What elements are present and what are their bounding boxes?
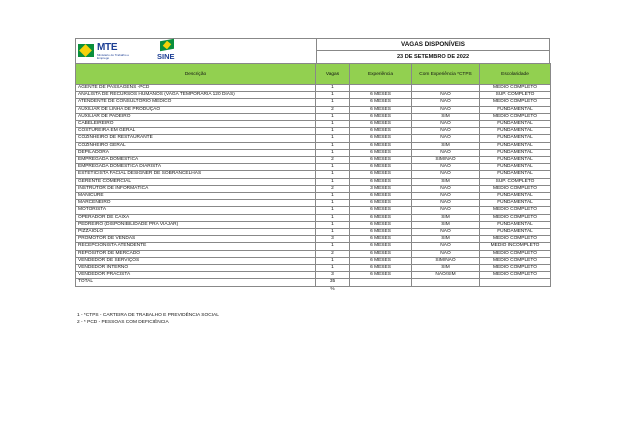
footnote-pcd: 2 - * PCD - PESSOAS COM DEFICIÊNCIA (77, 320, 169, 325)
cell-description: MANICURE (76, 193, 316, 200)
cell-vacancies: 1 (316, 243, 350, 250)
cell-description: EMPREGADA DOMÉSTICA (76, 157, 316, 164)
cell-education: MÉDIO COMPLETO (480, 236, 551, 243)
cell-description: GERENTE COMERCIAL (76, 178, 316, 185)
blank-cell (480, 286, 551, 293)
total-empty-cell (480, 279, 551, 286)
cell-education: MÉDIO COMPLETO (480, 214, 551, 221)
table-row (76, 157, 551, 164)
cell-description: AUXILIAR DE PADEIRO (76, 113, 316, 120)
cell-experience: 6 MESES (350, 149, 412, 156)
cell-description: OPERADOR DE CAIXA (76, 214, 316, 221)
table-row (76, 200, 551, 207)
logo-area (76, 39, 317, 63)
table-row (76, 113, 551, 120)
cell-description: PROMOTOR DE VENDAS (76, 236, 316, 243)
sine-logo-text: SINE (157, 52, 175, 61)
cell-experience: 6 MESES (350, 265, 412, 272)
cell-education: FUNDAMENTAL (480, 229, 551, 236)
cell-description: RECEPCIONISTA ATENDENTE (76, 243, 316, 250)
cell-education: MÉDIO COMPLETO (480, 85, 551, 92)
cell-description: COZINHEIRO DE RESTAURANTE (76, 135, 316, 142)
cell-vacancies: 1 (316, 121, 350, 128)
brazil-flag-icon (78, 44, 94, 57)
table-row (76, 229, 551, 236)
blank-cell (412, 286, 480, 293)
cell-experience: 6 MESES (350, 128, 412, 135)
blank-cell (76, 286, 316, 293)
sine-logo (156, 40, 178, 62)
cell-experience: 6 MESES (350, 214, 412, 221)
footnote-ctps: 1 - *CTPS - CARTEIRA DE TRABALHO E PREVIDÊNCIA SOCIAL (77, 313, 219, 318)
cell-experience: 6 MESES (350, 99, 412, 106)
cell-vacancies: 1 (316, 113, 350, 120)
cell-ctps-experience: NÃO (412, 149, 480, 156)
cell-ctps-experience: SIM/NÃO (412, 257, 480, 264)
cell-ctps-experience: SIM (412, 178, 480, 185)
cell-ctps-experience: NÃO (412, 200, 480, 207)
cell-education: MÉDIO COMPLETO (480, 185, 551, 192)
cell-experience: 6 MESES (350, 157, 412, 164)
cell-vacancies: 1 (316, 221, 350, 228)
column-header-description: Descrição (76, 64, 316, 85)
table-row (76, 214, 551, 221)
cell-vacancies: 1 (316, 149, 350, 156)
brazil-flag-icon (160, 39, 174, 51)
cell-ctps-experience: SIM (412, 221, 480, 228)
cell-education: SUP. COMPLETO (480, 92, 551, 99)
cell-experience: 6 MESES (350, 164, 412, 171)
cell-education: FUNDAMENTAL (480, 221, 551, 228)
cell-vacancies: 3 (316, 236, 350, 243)
sheet-date: 23 DE SETEMBRO DE 2022 (396, 54, 470, 60)
table-row (76, 149, 551, 156)
cell-ctps-experience: NÃO (412, 121, 480, 128)
table-row (76, 221, 551, 228)
cell-vacancies: 1 (316, 207, 350, 214)
cell-description: COSTUREIRA EM GERAL (76, 128, 316, 135)
cell-education: FUNDAMENTAL (480, 193, 551, 200)
total-row (76, 279, 551, 286)
cell-ctps-experience: NÃO (412, 106, 480, 113)
cell-vacancies: 2 (316, 185, 350, 192)
cell-vacancies: 3 (316, 272, 350, 279)
table-row (76, 128, 551, 135)
cell-education: FUNDAMENTAL (480, 200, 551, 207)
cell-description: VENDEDOR DE SERVIÇOS (76, 257, 316, 264)
cell-ctps-experience: NÃO (412, 128, 480, 135)
cell-description: AUXILIAR DE LINHA DE PRODUÇÃO (76, 106, 316, 113)
cell-vacancies: 1 (316, 257, 350, 264)
footnotes (77, 312, 219, 326)
cell-description: VENDEDOR PRACISTA (76, 272, 316, 279)
cell-vacancies: 1 (316, 265, 350, 272)
table-row (76, 178, 551, 185)
cell-vacancies: 1 (316, 200, 350, 207)
cell-ctps-experience: NÃO (412, 135, 480, 142)
table-row (76, 257, 551, 264)
cell-education: FUNDAMENTAL (480, 164, 551, 171)
cell-education: MÉDIO COMPLETO (480, 250, 551, 257)
cell-experience: 6 MESES (350, 121, 412, 128)
cell-description: ATENDENTE DE CONSULTÓRIO MÉDICO (76, 99, 316, 106)
mte-logo (78, 41, 132, 61)
cell-education: MÉDIO COMPLETO (480, 99, 551, 106)
table-row (76, 250, 551, 257)
table-row (76, 185, 551, 192)
table-row (76, 236, 551, 243)
cell-ctps-experience: NÃO (412, 243, 480, 250)
cell-education: FUNDAMENTAL (480, 157, 551, 164)
cell-ctps-experience: NÃO (412, 207, 480, 214)
table-row (76, 164, 551, 171)
cell-ctps-experience: SIM (412, 214, 480, 221)
table-row (76, 142, 551, 149)
column-header-education: Escolaridade (480, 64, 551, 85)
table-body (76, 85, 551, 279)
cell-experience: 6 MESES (350, 221, 412, 228)
cell-education: FUNDAMENTAL (480, 135, 551, 142)
table-row (76, 193, 551, 200)
table-row (76, 99, 551, 106)
cell-ctps-experience: SIM (412, 142, 480, 149)
cell-education: FUNDAMENTAL (480, 128, 551, 135)
cell-experience: 6 MESES (350, 113, 412, 120)
cell-vacancies: 2 (316, 157, 350, 164)
cell-education: MÉDIO INCOMPLETO (480, 243, 551, 250)
table-row (76, 85, 551, 92)
cell-experience: 3 MESES (350, 185, 412, 192)
column-header-experience: Experiência (350, 64, 412, 85)
percent-sign: % (330, 286, 335, 292)
table-row (76, 243, 551, 250)
cell-description: DEPILADORA (76, 149, 316, 156)
total-empty-cell (412, 279, 480, 286)
cell-vacancies: 2 (316, 106, 350, 113)
table-row (76, 106, 551, 113)
column-header-vacancies: Vagas (316, 64, 350, 85)
cell-ctps-experience: NÃO (412, 185, 480, 192)
total-label: TOTAL (76, 279, 316, 286)
cell-experience: 6 MESES (350, 92, 412, 99)
cell-experience: 6 MESES (350, 236, 412, 243)
column-header-ctps-experience: Com Experiência *CTPS (412, 64, 480, 85)
cell-experience: 6 MESES (350, 135, 412, 142)
cell-description: MOTORISTA (76, 207, 316, 214)
cell-experience: 6 MESES (350, 200, 412, 207)
table-header-row (76, 64, 551, 85)
mte-logo-text: MTE (97, 42, 118, 53)
cell-experience: 6 MESES (350, 193, 412, 200)
cell-description: CABELEIREIRO (76, 121, 316, 128)
cell-experience: 6 MESES (350, 250, 412, 257)
cell-education: MÉDIO COMPLETO (480, 257, 551, 264)
cell-ctps-experience: SIM (412, 113, 480, 120)
cell-experience (350, 85, 412, 92)
blank-cell (350, 286, 412, 293)
vacancy-table (75, 63, 551, 293)
total-value: 35 (316, 279, 350, 286)
cell-education: MÉDIO COMPLETO (480, 207, 551, 214)
cell-education: SUP. COMPLETO (480, 178, 551, 185)
cell-experience: 6 MESES (350, 142, 412, 149)
total-empty-cell (350, 279, 412, 286)
cell-description: COZINHEIRO GERAL (76, 142, 316, 149)
cell-experience: 6 MESES (350, 257, 412, 264)
cell-ctps-experience: NÃO (412, 171, 480, 178)
cell-vacancies: 1 (316, 92, 350, 99)
cell-ctps-experience: NÃO (412, 92, 480, 99)
cell-description: EMPREGADA DOMÉSTICA DIARISTA (76, 164, 316, 171)
percent-row (76, 286, 551, 293)
sheet-title: VAGAS DISPONÍVEIS (317, 39, 549, 51)
cell-description: PIZZAIOLO (76, 229, 316, 236)
cell-vacancies: 1 (316, 135, 350, 142)
cell-ctps-experience (412, 85, 480, 92)
cell-experience: 6 MESES (350, 106, 412, 113)
cell-vacancies: 1 (316, 164, 350, 171)
vacancy-sheet (75, 38, 550, 293)
cell-education: FUNDAMENTAL (480, 106, 551, 113)
cell-experience: 6 MESES (350, 207, 412, 214)
cell-experience: 6 MESES (350, 171, 412, 178)
cell-education: MÉDIO COMPLETO (480, 272, 551, 279)
cell-vacancies: 1 (316, 229, 350, 236)
table-row (76, 121, 551, 128)
cell-experience: 6 MESES (350, 243, 412, 250)
table-row (76, 207, 551, 214)
table-row (76, 92, 551, 99)
cell-education: FUNDAMENTAL (480, 142, 551, 149)
cell-vacancies: 2 (316, 250, 350, 257)
mte-logo-subtitle: Ministério do Trabalho e Emprego (97, 53, 130, 60)
cell-description: VENDEDOR INTERNO (76, 265, 316, 272)
cell-vacancies: 1 (316, 171, 350, 178)
cell-experience: 6 MESES (350, 178, 412, 185)
cell-experience: 6 MESES (350, 229, 412, 236)
cell-education: FUNDAMENTAL (480, 149, 551, 156)
cell-vacancies: 1 (316, 128, 350, 135)
table-row (76, 272, 551, 279)
cell-vacancies: 1 (316, 99, 350, 106)
cell-ctps-experience: NÃO (412, 229, 480, 236)
cell-description: MARCENEIRO (76, 200, 316, 207)
cell-description: INSTRUTOR DE INFORMÁTICA (76, 185, 316, 192)
cell-ctps-experience: NÃO (412, 99, 480, 106)
table-row (76, 265, 551, 272)
cell-vacancies: 1 (316, 142, 350, 149)
cell-vacancies: 1 (316, 193, 350, 200)
cell-education: MÉDIO COMPLETO (480, 113, 551, 120)
cell-description: AGENTE DE PASSAGENS -PCD (76, 85, 316, 92)
table-row (76, 135, 551, 142)
cell-description: PEDREIRO (DISPONIBILIDADE PRA VIAJAR) (76, 221, 316, 228)
cell-description: ANALISTA DE RECURSOS HUMANOS (VAGA TEMPORÁRIA 120 DIAS) (76, 92, 316, 99)
cell-ctps-experience: SIM (412, 236, 480, 243)
cell-education: MÉDIO COMPLETO (480, 265, 551, 272)
cell-ctps-experience: NÃO (412, 193, 480, 200)
cell-ctps-experience: SIM (412, 265, 480, 272)
cell-education: FUNDAMENTAL (480, 121, 551, 128)
sheet-header (75, 38, 550, 63)
cell-vacancies: 1 (316, 214, 350, 221)
cell-vacancies: 1 (316, 85, 350, 92)
table-row (76, 171, 551, 178)
cell-experience: 6 MESES (350, 272, 412, 279)
cell-education: FUNDAMENTAL (480, 171, 551, 178)
cell-description: ESTETICISTA FACIAL DESIGNER DE SOBRANCELHAS (76, 171, 316, 178)
cell-vacancies: 1 (316, 178, 350, 185)
cell-ctps-experience: NÃO/SIM (412, 272, 480, 279)
cell-ctps-experience: NÃO (412, 164, 480, 171)
cell-description: REPOSITOR DE MERCADO (76, 250, 316, 257)
cell-ctps-experience: SIM/NÃO (412, 157, 480, 164)
title-block (317, 39, 549, 63)
cell-ctps-experience: NÃO (412, 250, 480, 257)
